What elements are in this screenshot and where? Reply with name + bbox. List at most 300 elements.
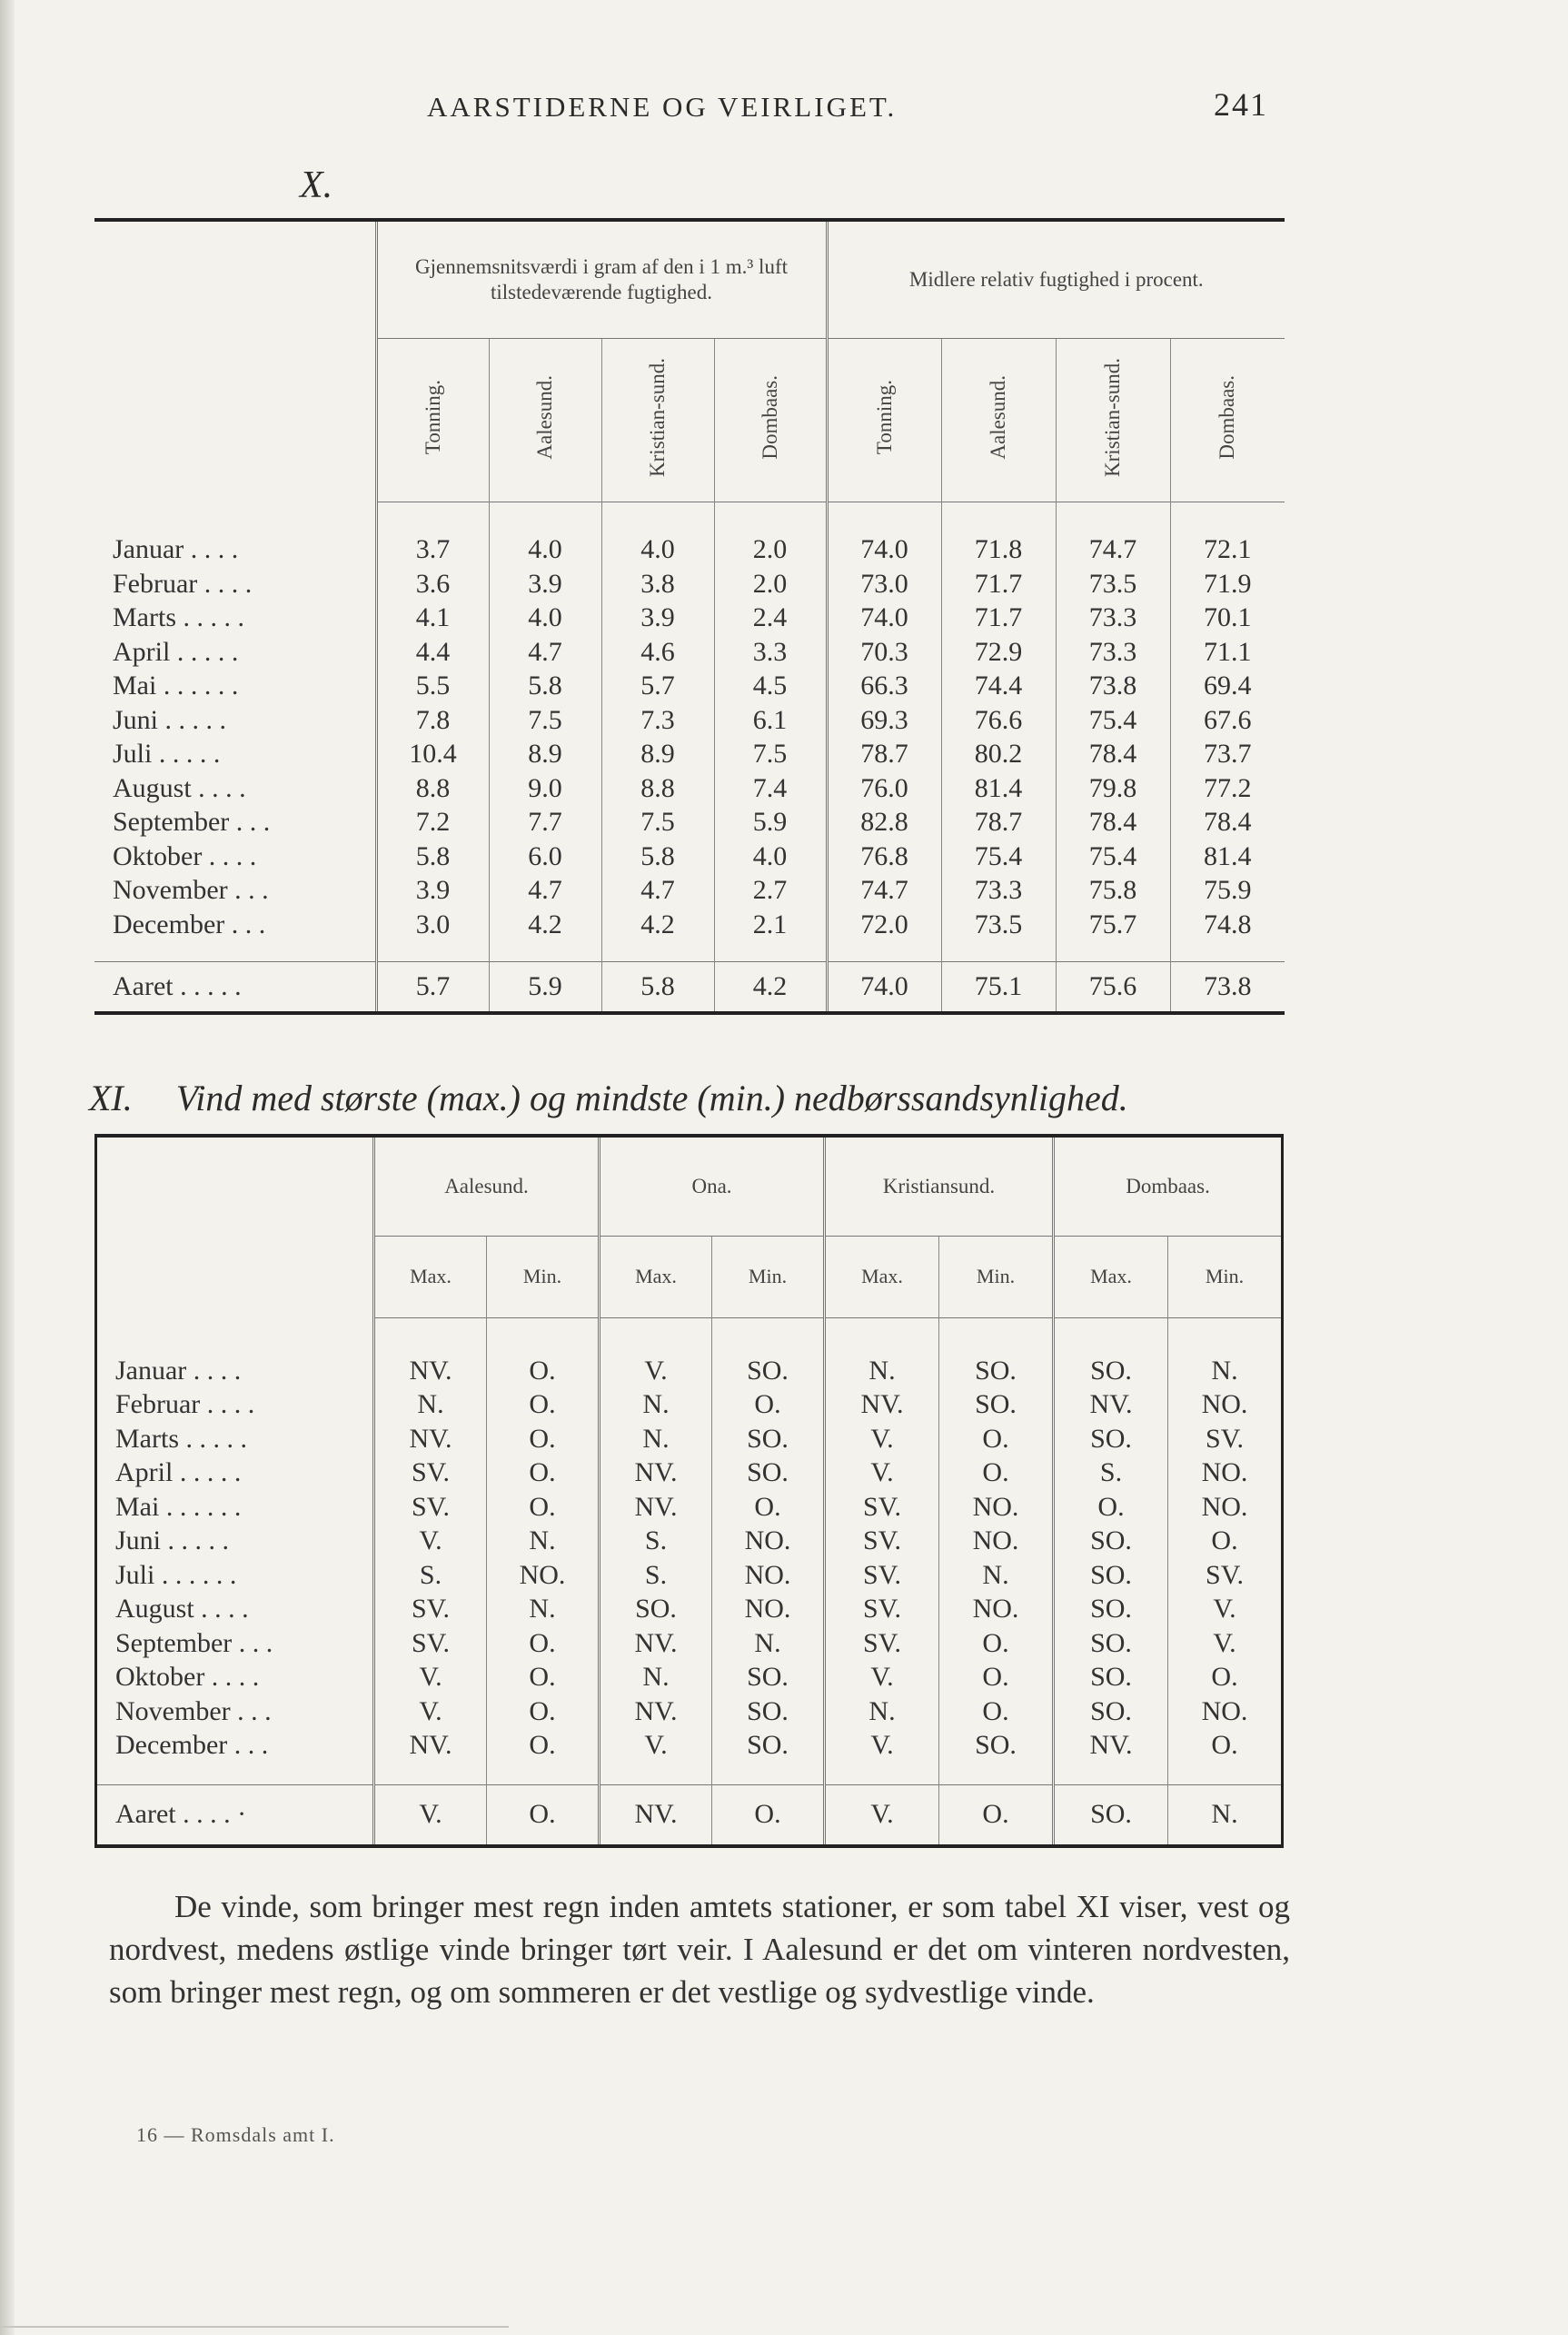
table-xi bbox=[94, 1134, 1284, 1848]
table-cell: 9.0 bbox=[489, 771, 601, 806]
table-cell: 77.2 bbox=[1170, 771, 1285, 806]
row-label-month: Februar . . . . bbox=[113, 568, 253, 599]
spacer-cell bbox=[1054, 1317, 1168, 1354]
spacer-row bbox=[96, 1317, 1283, 1354]
table-cell: 3.9 bbox=[601, 601, 714, 636]
spacer-cell bbox=[827, 502, 941, 533]
spacer-cell bbox=[487, 1317, 600, 1354]
row-label-month: Oktober . . . . bbox=[115, 1662, 260, 1693]
table-cell: SV. bbox=[374, 1626, 487, 1661]
spacer-row bbox=[94, 942, 1285, 962]
table-cell: 74.0 bbox=[827, 533, 941, 568]
table-cell: 5.9 bbox=[714, 806, 827, 840]
total-cell: 75.6 bbox=[1056, 962, 1170, 1013]
table-cell: 73.5 bbox=[1056, 567, 1170, 601]
table-cell: NV. bbox=[825, 1388, 939, 1423]
table-cell: 75.7 bbox=[1056, 908, 1170, 942]
spacer-cell bbox=[941, 502, 1056, 533]
table-cell: 2.4 bbox=[714, 601, 827, 636]
table-row bbox=[94, 533, 1285, 568]
table-cell: O. bbox=[487, 1388, 600, 1423]
table-cell: 76.8 bbox=[827, 840, 941, 874]
table-cell: NO. bbox=[939, 1593, 1054, 1627]
min-header: Min. bbox=[1168, 1236, 1283, 1317]
table-cell: V. bbox=[600, 1354, 712, 1388]
column-header-label: Kristian-sund. bbox=[646, 357, 669, 477]
spacer-cell bbox=[489, 942, 601, 962]
table-cell: SO. bbox=[939, 1388, 1054, 1423]
row-label-month: September . . . bbox=[113, 807, 271, 838]
table-cell: N. bbox=[825, 1694, 939, 1729]
column-header-label: Dombaas. bbox=[758, 374, 781, 460]
table-cell: SO. bbox=[1054, 1422, 1168, 1456]
table-cell: 7.3 bbox=[601, 703, 714, 738]
row-label-total: Aaret . . . . . bbox=[94, 962, 376, 1013]
row-label-month: Mai . . . . . . bbox=[113, 671, 239, 701]
table-cell: 2.1 bbox=[714, 908, 827, 942]
table-cell: SO. bbox=[1054, 1661, 1168, 1695]
row-label-month: December . . . bbox=[113, 909, 266, 939]
table-cell: O. bbox=[939, 1694, 1054, 1729]
spacer-cell bbox=[825, 1317, 939, 1354]
table-row bbox=[96, 1729, 1283, 1764]
table-cell: SV. bbox=[825, 1525, 939, 1559]
row-label-month: Juli . . . . . . bbox=[115, 1559, 237, 1590]
spacer-cell bbox=[939, 1763, 1054, 1784]
table-row bbox=[96, 1525, 1283, 1559]
table-cell: 71.8 bbox=[941, 533, 1056, 568]
table-cell: 4.0 bbox=[601, 533, 714, 568]
spacer-cell bbox=[825, 1763, 939, 1784]
table-row bbox=[96, 1558, 1283, 1593]
table-cell: N. bbox=[712, 1626, 825, 1661]
body-paragraph: De vinde, som bringer mest regn inden amtets stationer, er som tabel XI viser, vest og nordvest, medens østlige vinde bringer tørt veir. I Aalesund er det om vinteren nordvesten, som bringer mest regn, og om sommeren er det vestlige og sydvestlige vinde. bbox=[109, 1889, 1290, 2010]
table-row bbox=[94, 567, 1285, 601]
table-cell: SO. bbox=[600, 1593, 712, 1627]
table-cell: 81.4 bbox=[941, 771, 1056, 806]
table-row bbox=[94, 703, 1285, 738]
spacer-cell bbox=[827, 942, 941, 962]
table-row bbox=[96, 1388, 1283, 1423]
table-cell: 74.8 bbox=[1170, 908, 1285, 942]
table-cell: SV. bbox=[825, 1626, 939, 1661]
row-label-month: September . . . bbox=[115, 1627, 273, 1658]
row-label-month: April . . . . . bbox=[115, 1457, 242, 1488]
table-cell: NO. bbox=[712, 1558, 825, 1593]
total-cell: 75.1 bbox=[941, 962, 1056, 1013]
table-cell: O. bbox=[939, 1626, 1054, 1661]
table-cell: N. bbox=[1168, 1354, 1283, 1388]
spacer-cell bbox=[1168, 1763, 1283, 1784]
table-cell: NO. bbox=[939, 1490, 1054, 1525]
table-cell: N. bbox=[600, 1422, 712, 1456]
table-cell: 7.8 bbox=[376, 703, 489, 738]
table-cell: SV. bbox=[825, 1558, 939, 1593]
table-cell: 4.6 bbox=[601, 635, 714, 670]
table-cell: 3.3 bbox=[714, 635, 827, 670]
spacer-cell bbox=[1054, 1763, 1168, 1784]
table-cell: O. bbox=[1054, 1490, 1168, 1525]
table-cell: O. bbox=[487, 1354, 600, 1388]
table-cell: 8.9 bbox=[489, 738, 601, 772]
spacer-cell bbox=[487, 1763, 600, 1784]
table-cell: 73.5 bbox=[941, 908, 1056, 942]
table-cell: O. bbox=[939, 1661, 1054, 1695]
table-cell: 4.0 bbox=[489, 533, 601, 568]
table-x-body bbox=[94, 502, 1285, 1013]
table-cell: 4.1 bbox=[376, 601, 489, 636]
table-cell: 7.5 bbox=[714, 738, 827, 772]
total-cell: O. bbox=[712, 1784, 825, 1846]
table-row bbox=[94, 908, 1285, 942]
row-label-month: Januar . . . . bbox=[115, 1355, 242, 1386]
table-cell: 7.2 bbox=[376, 806, 489, 840]
table-cell: NV. bbox=[600, 1490, 712, 1525]
table-cell: 78.7 bbox=[941, 806, 1056, 840]
total-cell: V. bbox=[374, 1784, 487, 1846]
table-cell: 4.5 bbox=[714, 670, 827, 704]
month-column-subheader bbox=[96, 1236, 374, 1317]
spacer-cell bbox=[1170, 502, 1285, 533]
table-xi-number: XI. bbox=[89, 1078, 133, 1118]
table-row bbox=[94, 840, 1285, 874]
table-cell: O. bbox=[487, 1422, 600, 1456]
table-cell: SV. bbox=[825, 1593, 939, 1627]
table-cell: SO. bbox=[1054, 1354, 1168, 1388]
total-cell: 73.8 bbox=[1170, 962, 1285, 1013]
table-row bbox=[96, 1661, 1283, 1695]
total-cell: V. bbox=[825, 1784, 939, 1846]
table-cell: N. bbox=[487, 1593, 600, 1627]
table-cell: 76.6 bbox=[941, 703, 1056, 738]
row-label-month: Februar . . . . bbox=[115, 1389, 255, 1420]
table-cell: SO. bbox=[1054, 1525, 1168, 1559]
spacer-cell bbox=[374, 1317, 487, 1354]
total-cell: 4.2 bbox=[714, 962, 827, 1013]
table-cell: NV. bbox=[600, 1456, 712, 1491]
table-row bbox=[94, 738, 1285, 772]
table-cell: 3.7 bbox=[376, 533, 489, 568]
table-cell: 2.0 bbox=[714, 533, 827, 568]
table-cell: 79.8 bbox=[1056, 771, 1170, 806]
table-cell: 70.1 bbox=[1170, 601, 1285, 636]
table-cell: SV. bbox=[374, 1593, 487, 1627]
table-x bbox=[94, 218, 1285, 1015]
table-cell: N. bbox=[600, 1661, 712, 1695]
table-cell: SO. bbox=[939, 1354, 1054, 1388]
table-cell: NV. bbox=[374, 1729, 487, 1764]
table-cell: SO. bbox=[1054, 1593, 1168, 1627]
table-cell: 75.9 bbox=[1170, 874, 1285, 909]
table-cell: NV. bbox=[600, 1626, 712, 1661]
column-header-label: Tonning. bbox=[872, 379, 896, 455]
column-header bbox=[714, 338, 827, 502]
table-cell: 73.7 bbox=[1170, 738, 1285, 772]
table-cell: 73.0 bbox=[827, 567, 941, 601]
table-cell: 3.0 bbox=[376, 908, 489, 942]
table-cell: N. bbox=[374, 1388, 487, 1423]
column-header bbox=[601, 338, 714, 502]
table-cell: NO. bbox=[712, 1593, 825, 1627]
table-cell: SV. bbox=[1168, 1558, 1283, 1593]
station-header: Ona. bbox=[600, 1136, 825, 1236]
column-header bbox=[827, 338, 941, 502]
column-header-label: Tonning. bbox=[421, 379, 444, 455]
table-cell: 4.2 bbox=[489, 908, 601, 942]
table-row bbox=[96, 1694, 1283, 1729]
spacer-cell bbox=[600, 1317, 712, 1354]
table-cell: O. bbox=[487, 1626, 600, 1661]
total-cell: 5.9 bbox=[489, 962, 601, 1013]
total-cell: SO. bbox=[1054, 1784, 1168, 1846]
total-cell: 5.7 bbox=[376, 962, 489, 1013]
table-cell: SO. bbox=[712, 1354, 825, 1388]
min-header: Min. bbox=[939, 1236, 1054, 1317]
spacer-cell bbox=[1056, 502, 1170, 533]
table-cell: 3.9 bbox=[489, 567, 601, 601]
table-cell: NO. bbox=[1168, 1456, 1283, 1491]
table-cell: 71.7 bbox=[941, 601, 1056, 636]
column-header bbox=[1056, 338, 1170, 502]
table-cell: 75.8 bbox=[1056, 874, 1170, 909]
table-cell: 6.1 bbox=[714, 703, 827, 738]
table-cell: 4.4 bbox=[376, 635, 489, 670]
table-cell: N. bbox=[825, 1354, 939, 1388]
total-cell: NV. bbox=[600, 1784, 712, 1846]
table-cell: 71.7 bbox=[941, 567, 1056, 601]
table-cell: NO. bbox=[1168, 1490, 1283, 1525]
spacer-cell bbox=[96, 1317, 374, 1354]
table-row bbox=[94, 874, 1285, 909]
table-cell: 71.9 bbox=[1170, 567, 1285, 601]
table-cell: 67.6 bbox=[1170, 703, 1285, 738]
total-row bbox=[96, 1784, 1283, 1846]
table-cell: N. bbox=[487, 1525, 600, 1559]
table-cell: NO. bbox=[939, 1525, 1054, 1559]
table-cell: 4.7 bbox=[489, 874, 601, 909]
table-cell: 71.1 bbox=[1170, 635, 1285, 670]
table-cell: V. bbox=[374, 1661, 487, 1695]
table-cell: 74.7 bbox=[1056, 533, 1170, 568]
table-cell: 78.4 bbox=[1056, 806, 1170, 840]
table-xi-maxmin-row bbox=[96, 1236, 1283, 1317]
table-cell: S. bbox=[600, 1525, 712, 1559]
spacer-cell bbox=[1170, 942, 1285, 962]
spacer-cell bbox=[601, 502, 714, 533]
spacer-cell bbox=[600, 1763, 712, 1784]
table-cell: 69.4 bbox=[1170, 670, 1285, 704]
table-cell: 3.8 bbox=[601, 567, 714, 601]
row-label-month: December . . . bbox=[115, 1730, 269, 1761]
spacer-cell bbox=[712, 1317, 825, 1354]
table-cell: 74.4 bbox=[941, 670, 1056, 704]
table-cell: 2.0 bbox=[714, 567, 827, 601]
max-header: Max. bbox=[825, 1236, 939, 1317]
table-cell: 3.9 bbox=[376, 874, 489, 909]
table-row bbox=[94, 635, 1285, 670]
column-header-label: Kristian-sund. bbox=[1101, 357, 1125, 477]
table-cell: SO. bbox=[712, 1729, 825, 1764]
table-cell: 74.7 bbox=[827, 874, 941, 909]
table-row bbox=[94, 771, 1285, 806]
table-cell: 4.7 bbox=[489, 635, 601, 670]
table-cell: NV. bbox=[374, 1422, 487, 1456]
table-cell: O. bbox=[712, 1388, 825, 1423]
table-cell: SV. bbox=[1168, 1422, 1283, 1456]
table-cell: 5.5 bbox=[376, 670, 489, 704]
table-cell: 76.0 bbox=[827, 771, 941, 806]
table-cell: V. bbox=[374, 1694, 487, 1729]
table-cell: 5.8 bbox=[601, 840, 714, 874]
table-row bbox=[96, 1593, 1283, 1627]
table-cell: 4.2 bbox=[601, 908, 714, 942]
table-cell: 8.9 bbox=[601, 738, 714, 772]
spacer-cell bbox=[489, 502, 601, 533]
total-cell: N. bbox=[1168, 1784, 1283, 1846]
table-cell: 72.9 bbox=[941, 635, 1056, 670]
row-label-month: November . . . bbox=[113, 875, 269, 906]
table-cell: O. bbox=[939, 1456, 1054, 1491]
table-xi-title: Vind med største (max.) og mindste (min.) nedbørssandsynlighed. bbox=[175, 1078, 1128, 1118]
row-label-month: Mai . . . . . . bbox=[115, 1491, 242, 1522]
min-header: Min. bbox=[712, 1236, 825, 1317]
table-cell: V. bbox=[825, 1456, 939, 1491]
table-cell: 3.6 bbox=[376, 567, 489, 601]
table-cell: V. bbox=[374, 1525, 487, 1559]
table-cell: N. bbox=[939, 1558, 1054, 1593]
table-cell: 5.8 bbox=[376, 840, 489, 874]
table-cell: 6.0 bbox=[489, 840, 601, 874]
spacer-cell bbox=[376, 942, 489, 962]
table-cell: 69.3 bbox=[827, 703, 941, 738]
table-cell: NV. bbox=[374, 1354, 487, 1388]
table-cell: 4.0 bbox=[714, 840, 827, 874]
month-column-header bbox=[94, 220, 376, 502]
table-cell: 78.7 bbox=[827, 738, 941, 772]
table-cell: 2.7 bbox=[714, 874, 827, 909]
table-cell: 75.4 bbox=[1056, 840, 1170, 874]
row-label-month: Juni . . . . . bbox=[115, 1525, 230, 1556]
bottom-rule bbox=[0, 2326, 509, 2328]
table-xi-body bbox=[96, 1317, 1283, 1846]
row-label-month: Juni . . . . . bbox=[113, 704, 227, 735]
table-cell: 10.4 bbox=[376, 738, 489, 772]
spacer-cell bbox=[374, 1763, 487, 1784]
table-cell: O. bbox=[939, 1422, 1054, 1456]
spacer-cell bbox=[1168, 1317, 1283, 1354]
group-header-relative-humidity: Midlere relativ fugtighed i procent. bbox=[827, 220, 1285, 338]
row-label-month: November . . . bbox=[115, 1695, 272, 1726]
table-cell: 82.8 bbox=[827, 806, 941, 840]
table-cell: V. bbox=[825, 1422, 939, 1456]
table-cell: NV. bbox=[600, 1694, 712, 1729]
column-header bbox=[1170, 338, 1285, 502]
table-cell: 7.4 bbox=[714, 771, 827, 806]
running-head: AARSTIDERNE OG VEIRLIGET. bbox=[427, 91, 898, 123]
table-cell: SO. bbox=[939, 1729, 1054, 1764]
row-label-month: August . . . . bbox=[115, 1594, 249, 1625]
column-header bbox=[941, 338, 1056, 502]
spacer-cell bbox=[94, 502, 376, 533]
table-cell: SV. bbox=[825, 1490, 939, 1525]
table-cell: S. bbox=[600, 1558, 712, 1593]
table-xi-stations-row bbox=[96, 1136, 1283, 1236]
table-cell: 70.3 bbox=[827, 635, 941, 670]
table-cell: SO. bbox=[712, 1456, 825, 1491]
table-cell: NO. bbox=[487, 1558, 600, 1593]
column-header-label: Aalesund. bbox=[533, 374, 556, 460]
table-cell: SV. bbox=[374, 1490, 487, 1525]
table-cell: 74.0 bbox=[827, 601, 941, 636]
table-cell: 72.0 bbox=[827, 908, 941, 942]
column-header-label: Aalesund. bbox=[987, 374, 1010, 460]
station-header: Aalesund. bbox=[374, 1136, 600, 1236]
spacer-cell bbox=[939, 1317, 1054, 1354]
table-cell: V. bbox=[1168, 1626, 1283, 1661]
spacer-cell bbox=[1056, 942, 1170, 962]
page-number: 241 bbox=[1214, 86, 1268, 123]
table-cell: SO. bbox=[1054, 1558, 1168, 1593]
spacer-row bbox=[94, 502, 1285, 533]
spacer-cell bbox=[941, 942, 1056, 962]
table-cell: 7.5 bbox=[601, 806, 714, 840]
table-cell: O. bbox=[487, 1490, 600, 1525]
table-cell: SO. bbox=[1054, 1694, 1168, 1729]
table-cell: O. bbox=[712, 1490, 825, 1525]
table-cell: 72.1 bbox=[1170, 533, 1285, 568]
row-label-month: Oktober . . . . bbox=[113, 840, 257, 871]
table-cell: 78.4 bbox=[1056, 738, 1170, 772]
table-row bbox=[96, 1626, 1283, 1661]
table-cell: 4.0 bbox=[489, 601, 601, 636]
spacer-cell bbox=[712, 1763, 825, 1784]
table-cell: NV. bbox=[1054, 1388, 1168, 1423]
footer-signature: 16 — Romsdals amt I. bbox=[136, 2123, 335, 2146]
table-row bbox=[96, 1456, 1283, 1491]
table-cell: V. bbox=[1168, 1593, 1283, 1627]
total-cell: O. bbox=[487, 1784, 600, 1846]
spacer-row bbox=[96, 1763, 1283, 1784]
table-x-label: X. bbox=[300, 164, 333, 206]
row-label-month: Marts . . . . . bbox=[115, 1423, 247, 1454]
table-cell: NV. bbox=[1054, 1729, 1168, 1764]
table-cell: O. bbox=[1168, 1729, 1283, 1764]
spacer-cell bbox=[94, 942, 376, 962]
spacer-cell bbox=[376, 502, 489, 533]
table-cell: NO. bbox=[1168, 1388, 1283, 1423]
table-xi-caption bbox=[89, 1077, 1128, 1119]
spacer-cell bbox=[601, 942, 714, 962]
table-cell: 73.8 bbox=[1056, 670, 1170, 704]
spacer-cell bbox=[714, 942, 827, 962]
table-cell: 73.3 bbox=[941, 874, 1056, 909]
table-cell: 73.3 bbox=[1056, 601, 1170, 636]
table-cell: 73.3 bbox=[1056, 635, 1170, 670]
table-cell: O. bbox=[487, 1694, 600, 1729]
table-cell: NO. bbox=[712, 1525, 825, 1559]
row-label-month: Juli . . . . . bbox=[113, 739, 221, 770]
column-header bbox=[376, 338, 489, 502]
table-cell: SO. bbox=[1054, 1626, 1168, 1661]
group-header-humidity-gram: Gjennemsnitsværdi i gram af den i 1 m.³ luft tilstedeværende fugtighed. bbox=[376, 220, 827, 338]
total-cell: O. bbox=[939, 1784, 1054, 1846]
table-cell: V. bbox=[600, 1729, 712, 1764]
table-cell: 7.5 bbox=[489, 703, 601, 738]
max-header: Max. bbox=[374, 1236, 487, 1317]
table-cell: 8.8 bbox=[601, 771, 714, 806]
max-header: Max. bbox=[600, 1236, 712, 1317]
table-cell: 80.2 bbox=[941, 738, 1056, 772]
